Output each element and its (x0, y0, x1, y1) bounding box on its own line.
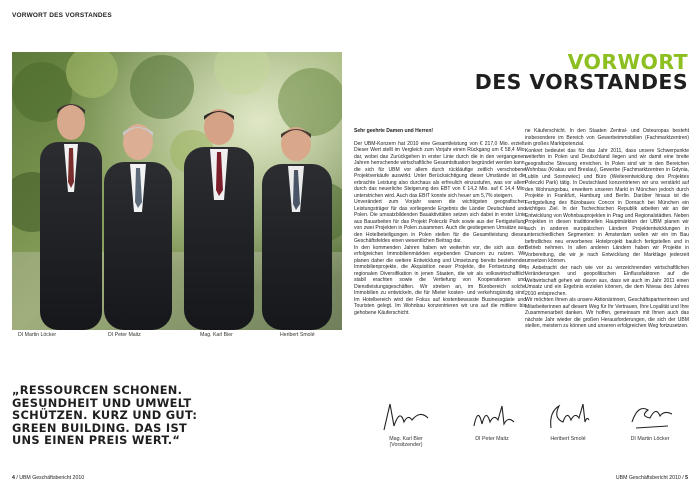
page-title-line-2: DES VORSTANDES (474, 70, 688, 94)
quote-line: GREEN BUILDING. DAS IST (12, 420, 188, 435)
signature-caption: DI Peter Maitz (475, 436, 509, 442)
signature-smole (545, 400, 591, 439)
pull-quote (12, 384, 342, 447)
signature-bier (380, 400, 432, 439)
page-number: 4 (12, 475, 15, 481)
paragraph: ne Käuferschicht. In den Staaten Zentral- und Osteuropas besteht insbesondere im Bereich von Gewerbeimmobilien (Fachmarktzentren) ein großes Marktpotenzial. (525, 128, 689, 148)
photo-caption: Mag. Karl Bier (200, 332, 233, 338)
page-number: 5 (685, 475, 688, 481)
paragraph: In Anbetracht der nach wie vor zu verzeichnenden wirtschaftlichen Veränderungen und geopolitischen Einflussfaktoren auf die Weltwirtschaft gehen wir davon aus, dass wir auch im Jahr 2011 einen Umsatz und ein Ergebnis erzielen können, die dem Niveau des Jahres 2010 entsprechen. (525, 264, 689, 297)
signature-loecker (628, 400, 674, 439)
board-photo (12, 52, 342, 330)
photo-caption: Heribert Smolé (280, 332, 315, 338)
salutation: Sehr geehrte Damen und Herren! (354, 128, 434, 134)
paragraph: Konkret bedeutet das für das Jahr 2011, dass unsere Schwerpunkte weiterhin in Polen und Deutschland liegen und wir damit eine breite geografische Streuung erreichen. In Polen sind wir in den Bereichen Wohnbau (Krakau und Breslau), Gewerbe (Fachmarktzentren in Gdynia, Lublin und Sosnowiec) und Büro (Weiterentwicklung des Projektes Poleczki Park) tätig. In Deutschland konzentrieren wir uns verstärkt auf den Wohnungsbau, erweitern unseren Markt in München jedoch durch Projekte in Frankfurt, Hamburg und Berlin. Darüber hinaus ist die Fertigstellung des Bürobaues Concor in Dornach bei München ein wichtiges Ziel. In der Tschechischen Republik arbeiten wir an der Entwicklung von Wohnbauprojekten in Prag und Regionalstädten. Neben Projekten in diesen traditionellen Hauptmärkten der UBM planen wir auch in anderen europäischen Ländern Projektentwicklungen in unterschiedlichen Segmenten: in Amsterdam wollen wir ein im Bau befindliches neu erworbenes Hotelprojekt baulich fertigstellen und in Betrieb nehmen. In allen anderen Ländern haben wir Projekte in Vorbereitung, die wir je nach Entwicklung der Marktlage jederzeit umsetzen können. (525, 147, 689, 265)
signature-caption: Mag. Karl Bier (Vorsitzender) (389, 436, 423, 448)
signature-maitz (470, 400, 516, 439)
photo-caption: DI Peter Maitz (108, 332, 141, 338)
signature-caption: DI Martin Löcker (630, 436, 670, 442)
footer-right (616, 475, 688, 481)
footer-left (12, 475, 84, 481)
section-header: VORWORT DES VORSTANDES (12, 12, 112, 19)
signature-caption: Heribert Smolé (550, 436, 586, 442)
quote-line: GESUNDHEIT UND UMWELT (12, 395, 192, 410)
letter-column-2 (525, 128, 689, 330)
paragraph: Der UBM-Konzern hat 2010 eine Gesamtleistung von € 217,0 Mio. erzielt. Dieser Wert stellt im Vergleich zum Vorjahr einen Rückgang um € 58,4 Mio. dar, wobei das Zurückgehen in erster Linie durch die in den vergangenen Jahren herrschende wirtschaftliche Gesamtsituation begründet werden kann, die sich für UBM vor allem durch rückläufige zeitlich verschobene Projektverkäufe auswirkt. Unter Berücksichtigung dieser Umstände ist die erbrachte Leistung also durchaus als erfreulich einzustufen, was vor allem durch das neuerliche Steigerung des EBT von € 14,2 Mio. auf € 14,4 Mio. unterstrichen wird. Auch das EBIT konnte sich heuer um 5,7% steigern. (354, 140, 526, 199)
letter-column-1 (354, 128, 526, 316)
paragraph: Unverändert zum Vorjahr waren die wichtigsten geografischen Leistungsträger für das vorliegende Ergebnis die Länder Deutschland und Polen. Die umsatzbildenden Bauaktivitäten setzen sich dabei in erster Linie aus Bauarbeiten für das Projekt Poleczki Park sowie aus der Fertigstellung von zwei Projekten in Polen zusammen. Auch die gestiegenen Umsätze aus den Hotelbeteiligungen in Polen stellen für die Gesamtleistung dieses Geschäftsfeldes einen wesentlichen Beitrag dar. (354, 199, 526, 245)
quote-line: „RESSOURCEN SCHONEN. (12, 383, 183, 397)
photo-caption: DI Martin Löcker (18, 332, 57, 338)
quote-line: UNS EINEN PREIS WERT.“ (12, 433, 181, 448)
footer-text: / UBM Geschäftsbericht 2010 (16, 475, 85, 481)
quote-line: SCHÜTZEN. KURZ UND GUT: (12, 408, 198, 423)
footer-text: UBM Geschäftsbericht 2010 / (615, 475, 684, 481)
paragraph: In den kommenden Jahren haben wir weiterhin vor, die sich aus den erfolgreichen Immobilienmärkten ergebenden Chancen zu nutzen. Wir planen daher die weitere Entwicklung und Umsetzung bereits bestehender Immobilienprojekte, die Akquisition neuer Projekte, die Fortsetzung der regionalen Diversifikation in jenen Staaten, die wir als volkswirtschaftlich stabil erachten sowie die Vertiefung von Kooperationen und Dienstleistungsgeschäften. Wir streben an, im Bürobereich solche Immobilien zu entwickeln, die für Mieter kosten- und verkehrsgünstig sind. Im Hotelbereich wird der Fokus auf kostenbewusste Businessgäste und Touristen gelegt. Im Wohnbau konzentrieren wir uns auf die mittlere bis gehobene Käuferschicht. (354, 244, 526, 316)
paragraph: Wir möchten Ihnen als unsere Aktionärinnen, Geschäftspartnerinnen und Mitarbeiterinnen auf diesem Weg für Ihr Vertrauen, Ihre Loyalität und Ihre Zusammenarbeit danken. Wir hoffen, gemeinsam mit Ihnen auch das nächste Jahr wieder die großen Herausforderungen, die sich der UBM stellen, meistern zu können und unseren erfolgreichen Weg fortzusetzen. (525, 297, 689, 330)
page-title-line-1: VORWORT (567, 50, 688, 74)
